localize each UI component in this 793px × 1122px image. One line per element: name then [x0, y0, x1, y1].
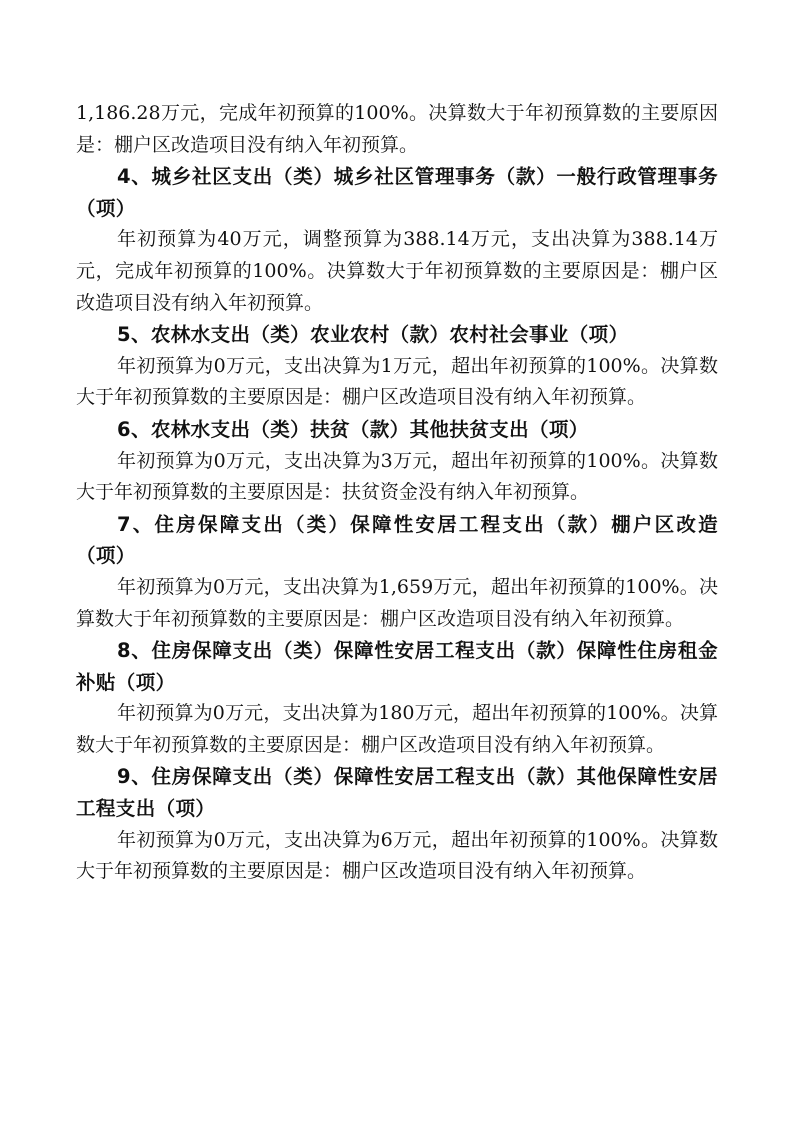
section-5 — [76, 319, 718, 414]
document-page — [76, 98, 718, 888]
section-heading: 8、住房保障支出（类）保障性安居工程支出（款）保障性住房租金补贴（项） — [76, 639, 718, 694]
section-heading: 6、农林水支出（类）扶贫（款）其他扶贫支出（项） — [117, 417, 589, 441]
section-heading: 9、住房保障支出（类）保障性安居工程支出（款）其他保障性安居工程支出（项） — [76, 765, 718, 821]
section-body: 年初预算为0万元，支出决算为1万元，超出年初预算的100%。决算数大于年初预算数的主要原因是：棚户区改造项目没有纳入年初预算。 — [76, 354, 718, 409]
section-6 — [76, 414, 718, 509]
section-body: 年初预算为0万元，支出决算为3万元，超出年初预算的100%。决算数大于年初预算数的主要原因是：扶贫资金没有纳入年初预算。 — [76, 449, 718, 504]
section-body: 年初预算为0万元，支出决算为180万元，超出年初预算的100%。决算数大于年初预算数的主要原因是：棚户区改造项目没有纳入年初预算。 — [76, 702, 718, 756]
section-body: 年初预算为0万元，支出决算为1,659万元，超出年初预算的100%。决算数大于年初预算数的主要原因是：棚户区改造项目没有纳入年初预算。 — [76, 575, 718, 630]
section-heading: 7、住房保障支出（类）保障性安居工程支出（款）棚户区改造（项） — [76, 512, 718, 568]
section-9 — [76, 761, 718, 887]
section-4 — [76, 161, 718, 319]
section-8 — [76, 635, 718, 761]
section-heading: 5、农林水支出（类）农业农村（款）农村社会事业（项） — [117, 323, 629, 347]
section-7 — [76, 509, 718, 635]
section-body: 年初预算为0万元，支出决算为6万元，超出年初预算的100%。决算数大于年初预算数的主要原因是：棚户区改造项目没有纳入年初预算。 — [76, 828, 718, 883]
section-body: 年初预算为40万元，调整预算为388.14万元，支出决算为388.14万元，完成年初预算的100%。决算数大于年初预算数的主要原因是：棚户区改造项目没有纳入年初预算。 — [76, 228, 718, 314]
section-heading: 4、城乡社区支出（类）城乡社区管理事务（款）一般行政管理事务（项） — [76, 165, 718, 220]
continuation-paragraph: 1,186.28万元，完成年初预算的100%。决算数大于年初预算数的主要原因是：棚户区改造项目没有纳入年初预算。 — [76, 102, 718, 156]
